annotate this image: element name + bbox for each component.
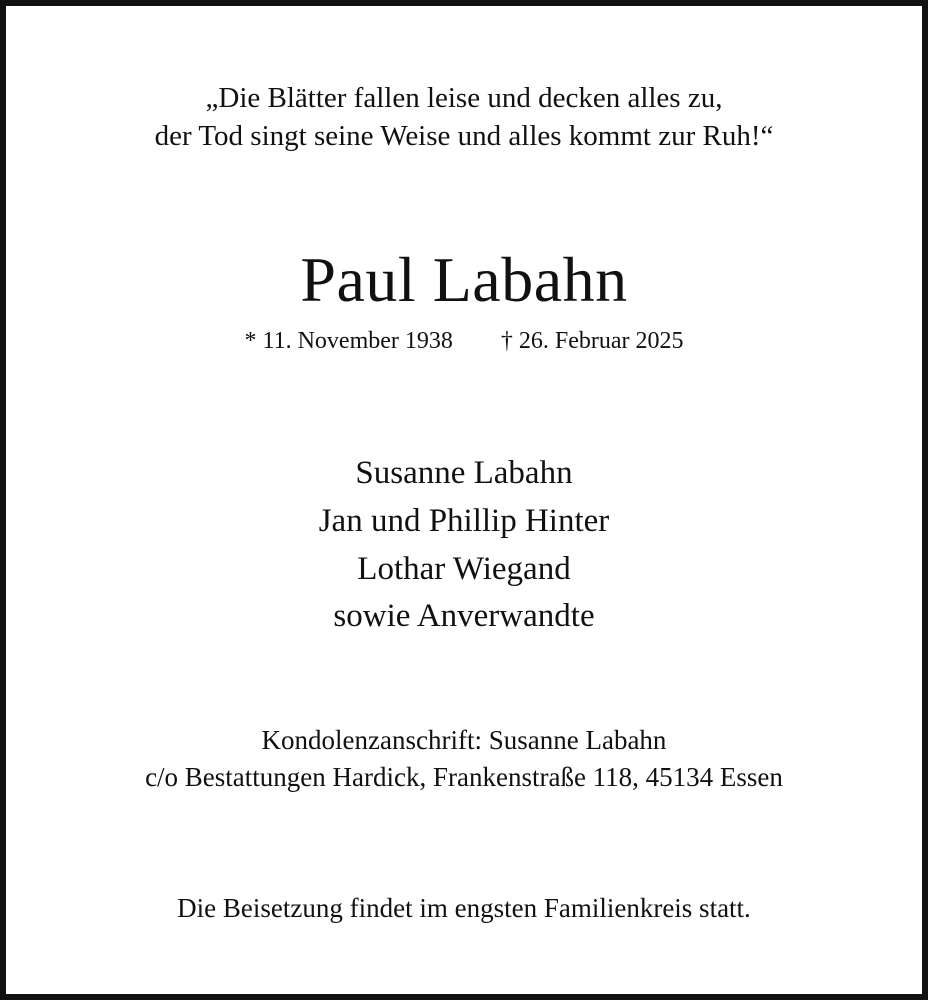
mourner-2: Jan und Phillip Hinter	[318, 503, 610, 539]
quote-line-1: „Die Blätter fallen leise und decken alles zu,	[205, 82, 723, 114]
funeral-note: Die Beisetzung findet im engsten Familienkreis statt.	[177, 893, 751, 923]
mourner-4: sowie Anverwandte	[333, 598, 595, 634]
death-date: † 26. Februar 2025	[500, 328, 684, 354]
life-dates	[0, 329, 928, 353]
birth-date: * 11. November 1938	[244, 328, 453, 354]
mourner-3: Lothar Wiegand	[357, 551, 571, 587]
condolence-address-line-1: Kondolenzanschrift: Susanne Labahn	[261, 725, 667, 755]
quote-line-2: der Tod singt seine Weise und alles kommt zur Ruh!“	[154, 120, 774, 152]
mourner-1: Susanne Labahn	[355, 455, 573, 491]
condolence-address-line-2: c/o Bestattungen Hardick, Frankenstraße 118, 45134 Essen	[145, 762, 783, 792]
deceased-name: Paul Labahn	[300, 244, 628, 315]
